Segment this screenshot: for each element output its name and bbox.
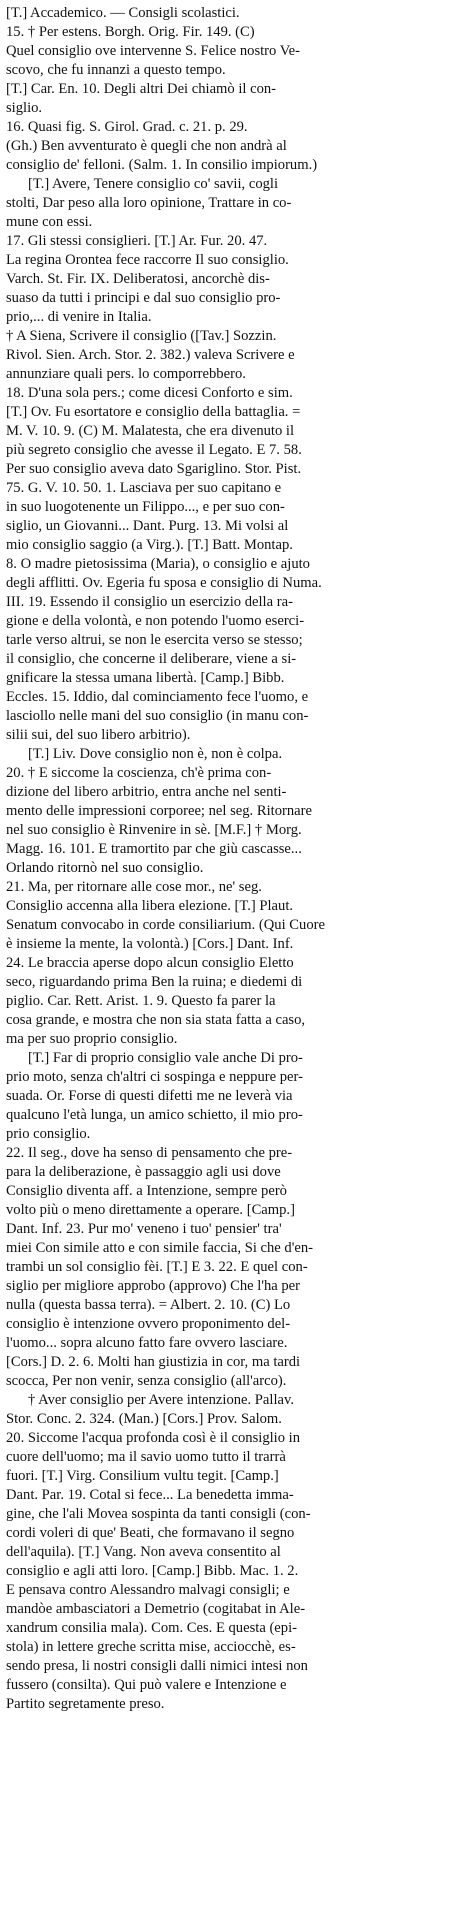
text-line: [T.] Car. En. 10. Degli altri Dei chiamò il con-: [6, 81, 277, 97]
text-line: Partito segretamente preso.: [6, 1696, 165, 1712]
text-line: Senatum convocabo in corde consiliarium. (Qui Cuore: [6, 917, 325, 933]
text-line: cuore dell'uomo; ma il savio uomo tutto il trarrà: [6, 1449, 286, 1465]
text-line: cordi voleri di que' Beati, che formavano il segno: [6, 1525, 295, 1541]
text-line: cosa grande, e mostra che non sia stata fatta a caso,: [6, 1012, 306, 1028]
text-line: [T.] Liv. Dove consiglio non è, non è colpa.: [28, 746, 283, 762]
text-line: Orlando ritornò nel suo consiglio.: [6, 860, 204, 876]
text-line: Dant. Inf. 23. Pur mo' veneno i tuo' pensier' tra': [6, 1221, 282, 1237]
text-line: La regina Orontea fece raccorre Il suo consiglio.: [6, 252, 289, 268]
text-line: Magg. 16. 101. E tramortito par che giù cascasse...: [6, 841, 302, 857]
text-line: 18. D'una sola pers.; come dicesi Conforto e sim.: [6, 385, 293, 401]
text-line: piglio. Car. Rett. Arist. 1. 9. Questo fa parer la: [6, 993, 276, 1009]
text-line: 75. G. V. 10. 50. 1. Lasciava per suo capitano e: [6, 480, 282, 496]
text-line: lasciollo nelle mani del suo consiglio (in manu con-: [6, 708, 309, 724]
text-line: 15. † Per estens. Borgh. Orig. Fir. 149. (C): [6, 24, 255, 40]
text-line: consiglio de' felloni. (Salm. 1. In consilio impiorum.): [6, 157, 318, 173]
text-line: trambi un sol consiglio fèi. [T.] E 3. 22. E quel con-: [6, 1259, 308, 1275]
text-line: fuori. [T.] Virg. Consilium vultu tegit. [Camp.]: [6, 1468, 279, 1484]
text-line: xandrum consilia mala). Com. Ces. E questa (epi-: [6, 1620, 297, 1636]
text-line: mio consiglio saggio (a Virg.). [T.] Batt. Montap.: [6, 537, 293, 553]
text-line: para la deliberazione, è passaggio agli usi dove: [6, 1164, 281, 1180]
text-line: 17. Gli stessi consiglieri. [T.] Ar. Fur. 20. 47.: [6, 233, 268, 249]
text-line: consiglio e agli atti loro. [Camp.] Bibb. Mac. 1. 2.: [6, 1563, 299, 1579]
text-line: nulla (questa bassa terra). = Albert. 2. 10. (C) Lo: [6, 1297, 291, 1313]
text-line: Eccles. 15. Iddio, dal cominciamento fece l'uomo, e: [6, 689, 309, 705]
text-line: è insieme la mente, la volontà.) [Cors.] Dant. Inf.: [6, 936, 294, 952]
text-line: 8. O madre pietosissima (Maria), o consiglio e ajuto: [6, 556, 310, 572]
text-line: [T.] Accademico. — Consigli scolastici.: [6, 5, 240, 21]
text-line: † Aver consiglio per Avere intenzione. Pallav.: [28, 1392, 294, 1408]
text-line: l'uomo... sopra alcuno fatto fare ovvero lasciare.: [6, 1335, 288, 1351]
text-line: 24. Le braccia aperse dopo alcun consiglio Eletto: [6, 955, 294, 971]
text-line: silii sui, del suo libero arbitrio).: [6, 727, 191, 743]
text-line: nel suo consiglio è Rinvenire in sè. [M.F.] † Morg.: [6, 822, 302, 838]
text-line: mento delle impressioni corporee; nel seg. Ritornare: [6, 803, 312, 819]
text-line: gione e della volontà, e non potendo l'uomo eserci-: [6, 613, 305, 629]
text-line: il consiglio, che concerne il deliberare, viene a si-: [6, 651, 297, 667]
text-line: dizione del libero arbitrio, entra anche nel senti-: [6, 784, 287, 800]
text-line: tarle verso altrui, se non le esercita verso se stesso;: [6, 632, 303, 648]
text-line: (Gh.) Ben avventurato è quegli che non andrà al: [6, 138, 287, 154]
text-line: 16. Quasi fig. S. Girol. Grad. c. 21. p. 29.: [6, 119, 248, 135]
text-line: suaso da tutti i principi e dal suo consiglio pro-: [6, 290, 281, 306]
text-line: in suo luogotenente un Filippo..., e per suo con-: [6, 499, 285, 515]
text-line: più segreto consiglio che avesse il Legato. E 7. 58.: [6, 442, 302, 458]
text-line: prio moto, senza ch'altri ci sospinga e neppure per-: [6, 1069, 303, 1085]
text-line: seco, riguardando prima Ben la ruina; e diedemi di: [6, 974, 303, 990]
text-line: gine, che l'ali Movea sospinta da tanti consigli (con-: [6, 1506, 311, 1522]
text-line: ma per suo proprio consiglio.: [6, 1031, 178, 1047]
text-line: † A Siena, Scrivere il consiglio ([Tav.] Sozzin.: [6, 328, 277, 344]
text-line: 21. Ma, per ritornare alle cose mor., ne' seg.: [6, 879, 262, 895]
text-line: stola) in lettere greche scritta mise, acciocchè, es-: [6, 1639, 296, 1655]
text-line: Dant. Par. 19. Cotal si fece... La benedetta imma-: [6, 1487, 294, 1503]
text-line: III. 19. Essendo il consiglio un esercizio della ra-: [6, 594, 293, 610]
text-line: mandòe ambasciatori a Demetrio (cogitabat in Ale-: [6, 1601, 306, 1617]
text-line: sendo presa, li nostri consigli dalli nimici intesi non: [6, 1658, 308, 1674]
text-line: 20. Siccome l'acqua profonda così è il consiglio in: [6, 1430, 301, 1446]
text-line: Rivol. Sien. Arch. Stor. 2. 382.) valeva Scrivere e: [6, 347, 295, 363]
text-line: [T.] Avere, Tenere consiglio co' savii, cogli: [28, 176, 279, 192]
text-line: 22. Il seg., dove ha senso di pensamento che pre-: [6, 1145, 293, 1161]
text-line: siglio per migliore approbo (approvo) Che l'ha per: [6, 1278, 301, 1294]
text-line: degli afflitti. Ov. Egeria fu sposa e consiglio di Numa.: [6, 575, 322, 591]
text-line: prio,... di venire in Italia.: [6, 309, 152, 325]
text-line: [Cors.] D. 2. 6. Molti han giustizia in cor, ma tardi: [6, 1354, 301, 1370]
text-line: qualcuno l'età lunga, un amico schietto, il mio pro-: [6, 1107, 303, 1123]
text-line: scovo, che fu innanzi a questo tempo.: [6, 62, 226, 78]
text-line: Varch. St. Fir. IX. Deliberatosi, ancorchè dis-: [6, 271, 270, 287]
text-line: annunziare quali pers. lo comporrebbero.: [6, 366, 246, 382]
text-line: Quel consiglio ove intervenne S. Felice nostro Ve-: [6, 43, 300, 59]
text-line: volto più o meno direttamente a operare. [Camp.]: [6, 1202, 295, 1218]
text-line: M. V. 10. 9. (C) M. Malatesta, che era divenuto il: [6, 423, 295, 439]
text-line: prio consiglio.: [6, 1126, 91, 1142]
text-line: 20. † E siccome la coscienza, ch'è prima con-: [6, 765, 272, 781]
text-line: scocca, Per non venir, senza consiglio (all'arco).: [6, 1373, 287, 1389]
text-line: E pensava contro Alessandro malvagi consigli; e: [6, 1582, 290, 1598]
text-line: [T.] Far di proprio consiglio vale anche Di pro-: [28, 1050, 303, 1066]
text-line: Consiglio accenna alla libera elezione. [T.] Plaut.: [6, 898, 294, 914]
text-line: mune con essi.: [6, 214, 93, 230]
text-line: siglio, un Giovanni... Dant. Purg. 13. Mi volsi al: [6, 518, 289, 534]
text-line: miei Con simile atto e con simile faccia, Si che d'en-: [6, 1240, 313, 1256]
text-line: Consiglio diventa aff. a Intenzione, sempre però: [6, 1183, 287, 1199]
text-line: suada. Or. Forse di questi difetti me ne leverà via: [6, 1088, 293, 1104]
text-line: [T.] Ov. Fu esortatore e consiglio della battaglia. =: [6, 404, 301, 420]
text-line: Per suo consiglio aveva dato Sgariglino. Stor. Pist.: [6, 461, 302, 477]
text-line: fussero (consilta). Qui può valere e Intenzione e: [6, 1677, 287, 1693]
text-line: dell'aquila). [T.] Vang. Non aveva consentito al: [6, 1544, 281, 1560]
text-line: siglio.: [6, 100, 43, 116]
text-line: Stor. Conc. 2. 324. (Man.) [Cors.] Prov. Salom.: [6, 1411, 282, 1427]
text-line: stolti, Dar peso alla loro opinione, Trattare in co-: [6, 195, 292, 211]
text-line: consiglio è intenzione ovvero proponimento del-: [6, 1316, 291, 1332]
text-line: gnificare la stessa umana libertà. [Camp.] Bibb.: [6, 670, 285, 686]
